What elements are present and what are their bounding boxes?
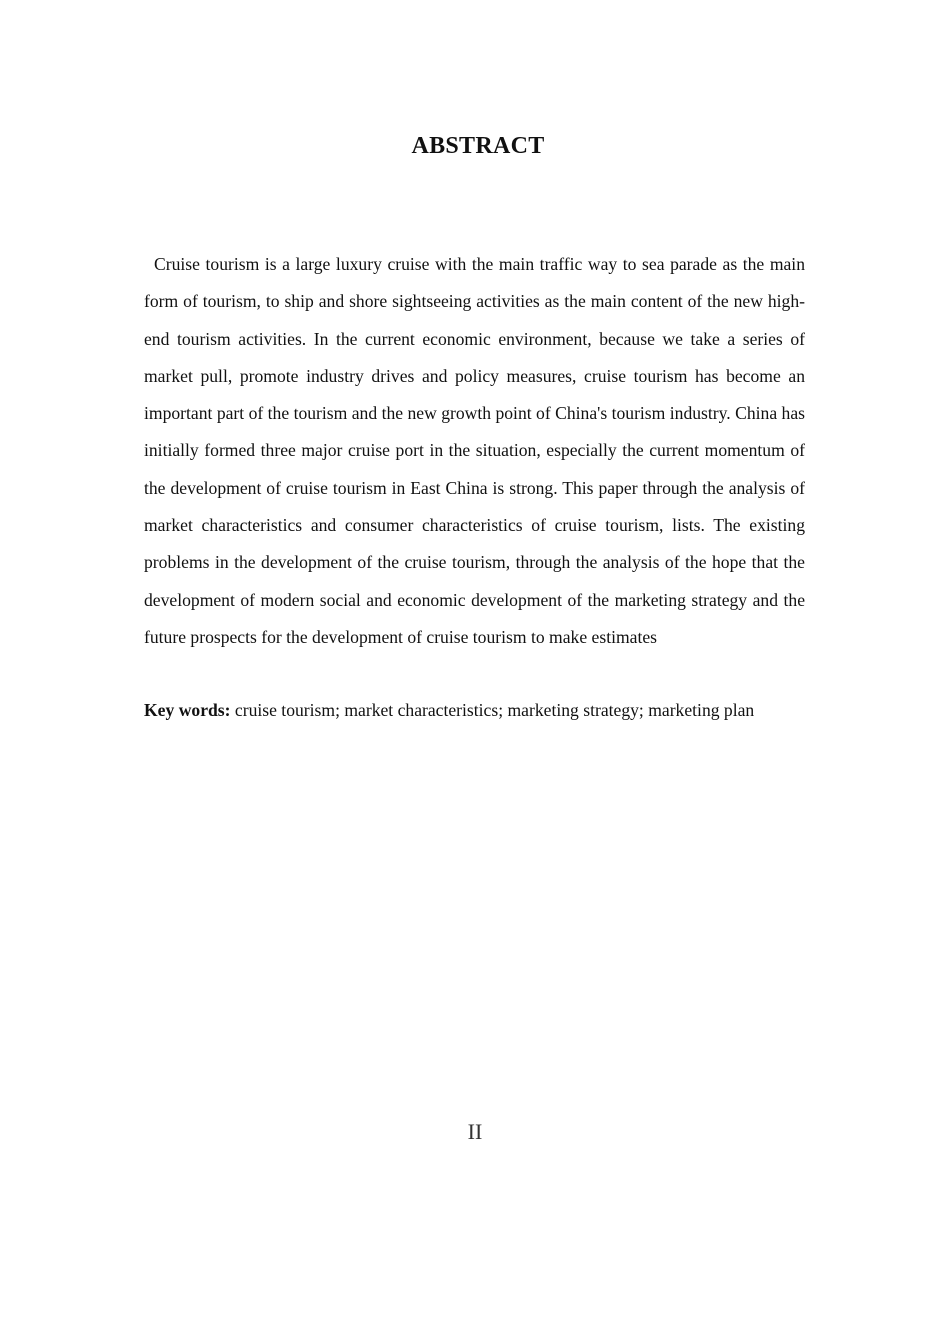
keywords-text: cruise tourism; market characteristics; marketing strategy; marketing plan	[230, 700, 755, 720]
keywords-label: Key words:	[144, 700, 231, 720]
page-number: II	[467, 1119, 483, 1144]
abstract-title: ABSTRACT	[411, 133, 545, 159]
abstract-body: Cruise tourism is a large luxury cruise with the main traffic way to sea parade as the main form of tourism, to ship and shore sightseeing activities as the main content of the new high-end tourism activities. In the current economic environment, because we take a series of market pull, promote industry drives and policy measures, cruise tourism has become an important part of the tourism and the new growth point of China's tourism industry. China has initially formed three major cruise port in the situation, especially the current momentum of the development of cruise tourism in East China is strong. This paper through the analysis of market characteristics and consumer characteristics of cruise tourism, lists. The existing problems in the development of the cruise tourism, through the analysis of the hope that the development of modern social and economic development of the marketing strategy and the future prospects for the development of cruise tourism to make estimates	[144, 254, 805, 647]
keywords-line	[144, 698, 805, 723]
